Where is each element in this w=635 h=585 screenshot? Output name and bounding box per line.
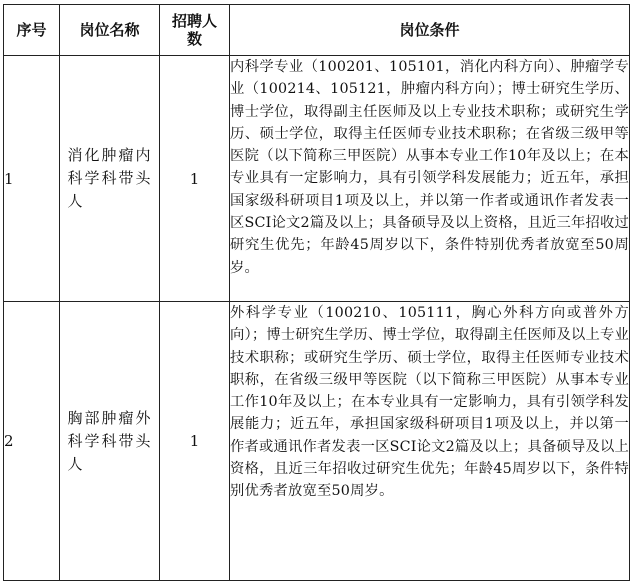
header-headcount: [160, 5, 230, 56]
header-requirements: 岗位条件: [230, 5, 630, 56]
table-row: [4, 56, 630, 302]
row-headcount: 1: [160, 302, 230, 581]
row-position-name: [60, 56, 160, 302]
header-headcount-text: 招聘人数: [171, 12, 217, 48]
row-headcount: 1: [160, 56, 230, 302]
row-requirements: 内科学专业（100201、105101，消化内科方向）、肿瘤学专业（100214、105121，肿瘤内科方向）；博士研究生学历、博士学位，取得副主任医师及以上专业技术职称；或研究生学历、硕士学位，取得主任医师专业技术职称；在省级三级甲等医院（以下简称三甲医院）从事本专业工作10年及以上；在本专业具有一定影响力，具有引领学科发展能力；近五年，承担国家级科研项目1项及以上，并以第一作者或通讯作者发表一区SCI论文2篇及以上；具备硕导及以上资格，且近三年招收过研究生优先；年龄45周岁以下，条件特别优秀者放宽至50周岁。: [230, 56, 630, 302]
row-position-name: [60, 302, 160, 581]
row-no: 1: [4, 56, 60, 302]
row-requirements: 外科学专业（100210、105111，胸心外科方向或普外方向）；博士研究生学历、博士学位，取得副主任医师及以上专业技术职称；或研究生学历、硕士学位，取得主任医师专业技术职称，在省级三级甲等医院（以下简称三甲医院）从事本专业工作10年及以上；在本专业具有一定影响力，具有引领学科发展能力；近五年，承担国家级科研项目1项及以上，并以第一作者或通讯作者发表一区SCI论文2篇及以上；具备硕导及以上资格，且近三年招收过研究生优先；年龄45周岁以下，条件特别优秀者放宽至50周岁。: [230, 302, 630, 581]
header-row: [4, 5, 630, 56]
row-no: 2: [4, 302, 60, 581]
position-name-text: 胸部肿瘤外科学科带头人: [67, 408, 152, 473]
header-position-name: 岗位名称: [60, 5, 160, 56]
table-row: [4, 302, 630, 581]
header-no: 序号: [4, 5, 60, 56]
position-name-text: 消化肿瘤内科学科带头人: [67, 146, 152, 210]
recruitment-table: [3, 4, 630, 581]
